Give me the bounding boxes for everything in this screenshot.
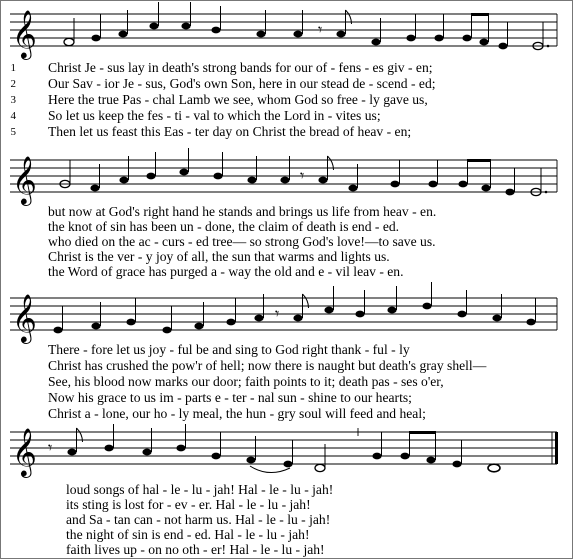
lyric-line: Christ Je - sus lay in death's strong bands for our of - fens - es giv - en;	[48, 60, 433, 75]
verse-number: 4	[10, 110, 16, 122]
lyric-line: Christ has crushed the pow'r of hell; now there is naught but death's gray shell—	[48, 358, 487, 373]
lyric-line: loud songs of hal - le - lu - jah! Hal - le - lu - jah!	[66, 482, 334, 497]
lyric-line: There - fore let us joy - ful be and sing to God right thank - ful - ly	[48, 342, 410, 357]
verse-number: 1	[10, 62, 16, 74]
lyric-line: Here the true Pas - chal Lamb we see, whom God so free - ly gave us,	[48, 92, 428, 107]
lyric-line: So let us keep the fes - ti - val to which the Lord in - vites us;	[48, 108, 381, 123]
treble-clef-icon: 𝄞	[12, 158, 37, 204]
final-barline	[555, 432, 558, 464]
svg-text:𝄾: 𝄾	[48, 440, 53, 457]
lyric-line: who died on the ac - curs - ed tree— so strong God's love!—to save us.	[48, 234, 436, 249]
lyric-line: and Sa - tan can - not harm us. Hal - le - lu - jah!	[66, 512, 331, 527]
svg-text:𝄾: 𝄾	[318, 22, 323, 39]
verse-number: 3	[10, 94, 16, 106]
lyric-line: faith lives up - on no oth - er! Hal - le - lu - jah!	[66, 542, 325, 557]
lyric-line: the Word of grace has purged a - way the old and e - vil leav - en.	[48, 264, 404, 279]
lyric-line: its sting is lost for - ev - er. Hal - le - lu - jah!	[66, 497, 311, 512]
verse-number: 2	[10, 78, 16, 90]
lyric-line: Our Sav - ior Je - sus, God's own Son, here in our stead de - scend - ed;	[48, 76, 436, 91]
verse-number: 5	[10, 126, 16, 138]
treble-clef-icon: 𝄞	[12, 296, 37, 342]
treble-clef-icon: 𝄞	[12, 430, 37, 476]
lyric-line: Now his grace to us im - parts e - ter - nal sun - shine to our hearts;	[48, 390, 412, 405]
music-staff-1	[0, 0, 573, 60]
treble-clef-icon: 𝄞	[12, 12, 37, 58]
lyric-line: See, his blood now marks our door; faith points to it; death pas - ses o'er,	[48, 374, 444, 389]
music-staff-2	[0, 146, 573, 206]
lyric-line: the night of sin is end - ed. Hal - le - lu - jah!	[66, 527, 310, 542]
lyric-line: Christ a - lone, our ho - ly meal, the hun - gry soul will feed and heal;	[48, 406, 426, 421]
svg-text:𝄾: 𝄾	[275, 306, 280, 323]
lyric-line: the knot of sin has been un - done, the claim of death is end - ed.	[48, 219, 400, 234]
lyric-line: Then let us feast this Eas - ter day on Christ the bread of heav - en;	[48, 124, 412, 139]
lyric-line: Christ is the ver - y joy of all, the sun that warms and lights us.	[48, 249, 390, 264]
music-staff-3	[0, 284, 573, 344]
music-staff-4	[0, 418, 573, 478]
lyric-line: but now at God's right hand he stands and brings us life from heav - en.	[48, 204, 437, 219]
svg-text:𝄾: 𝄾	[300, 168, 305, 185]
